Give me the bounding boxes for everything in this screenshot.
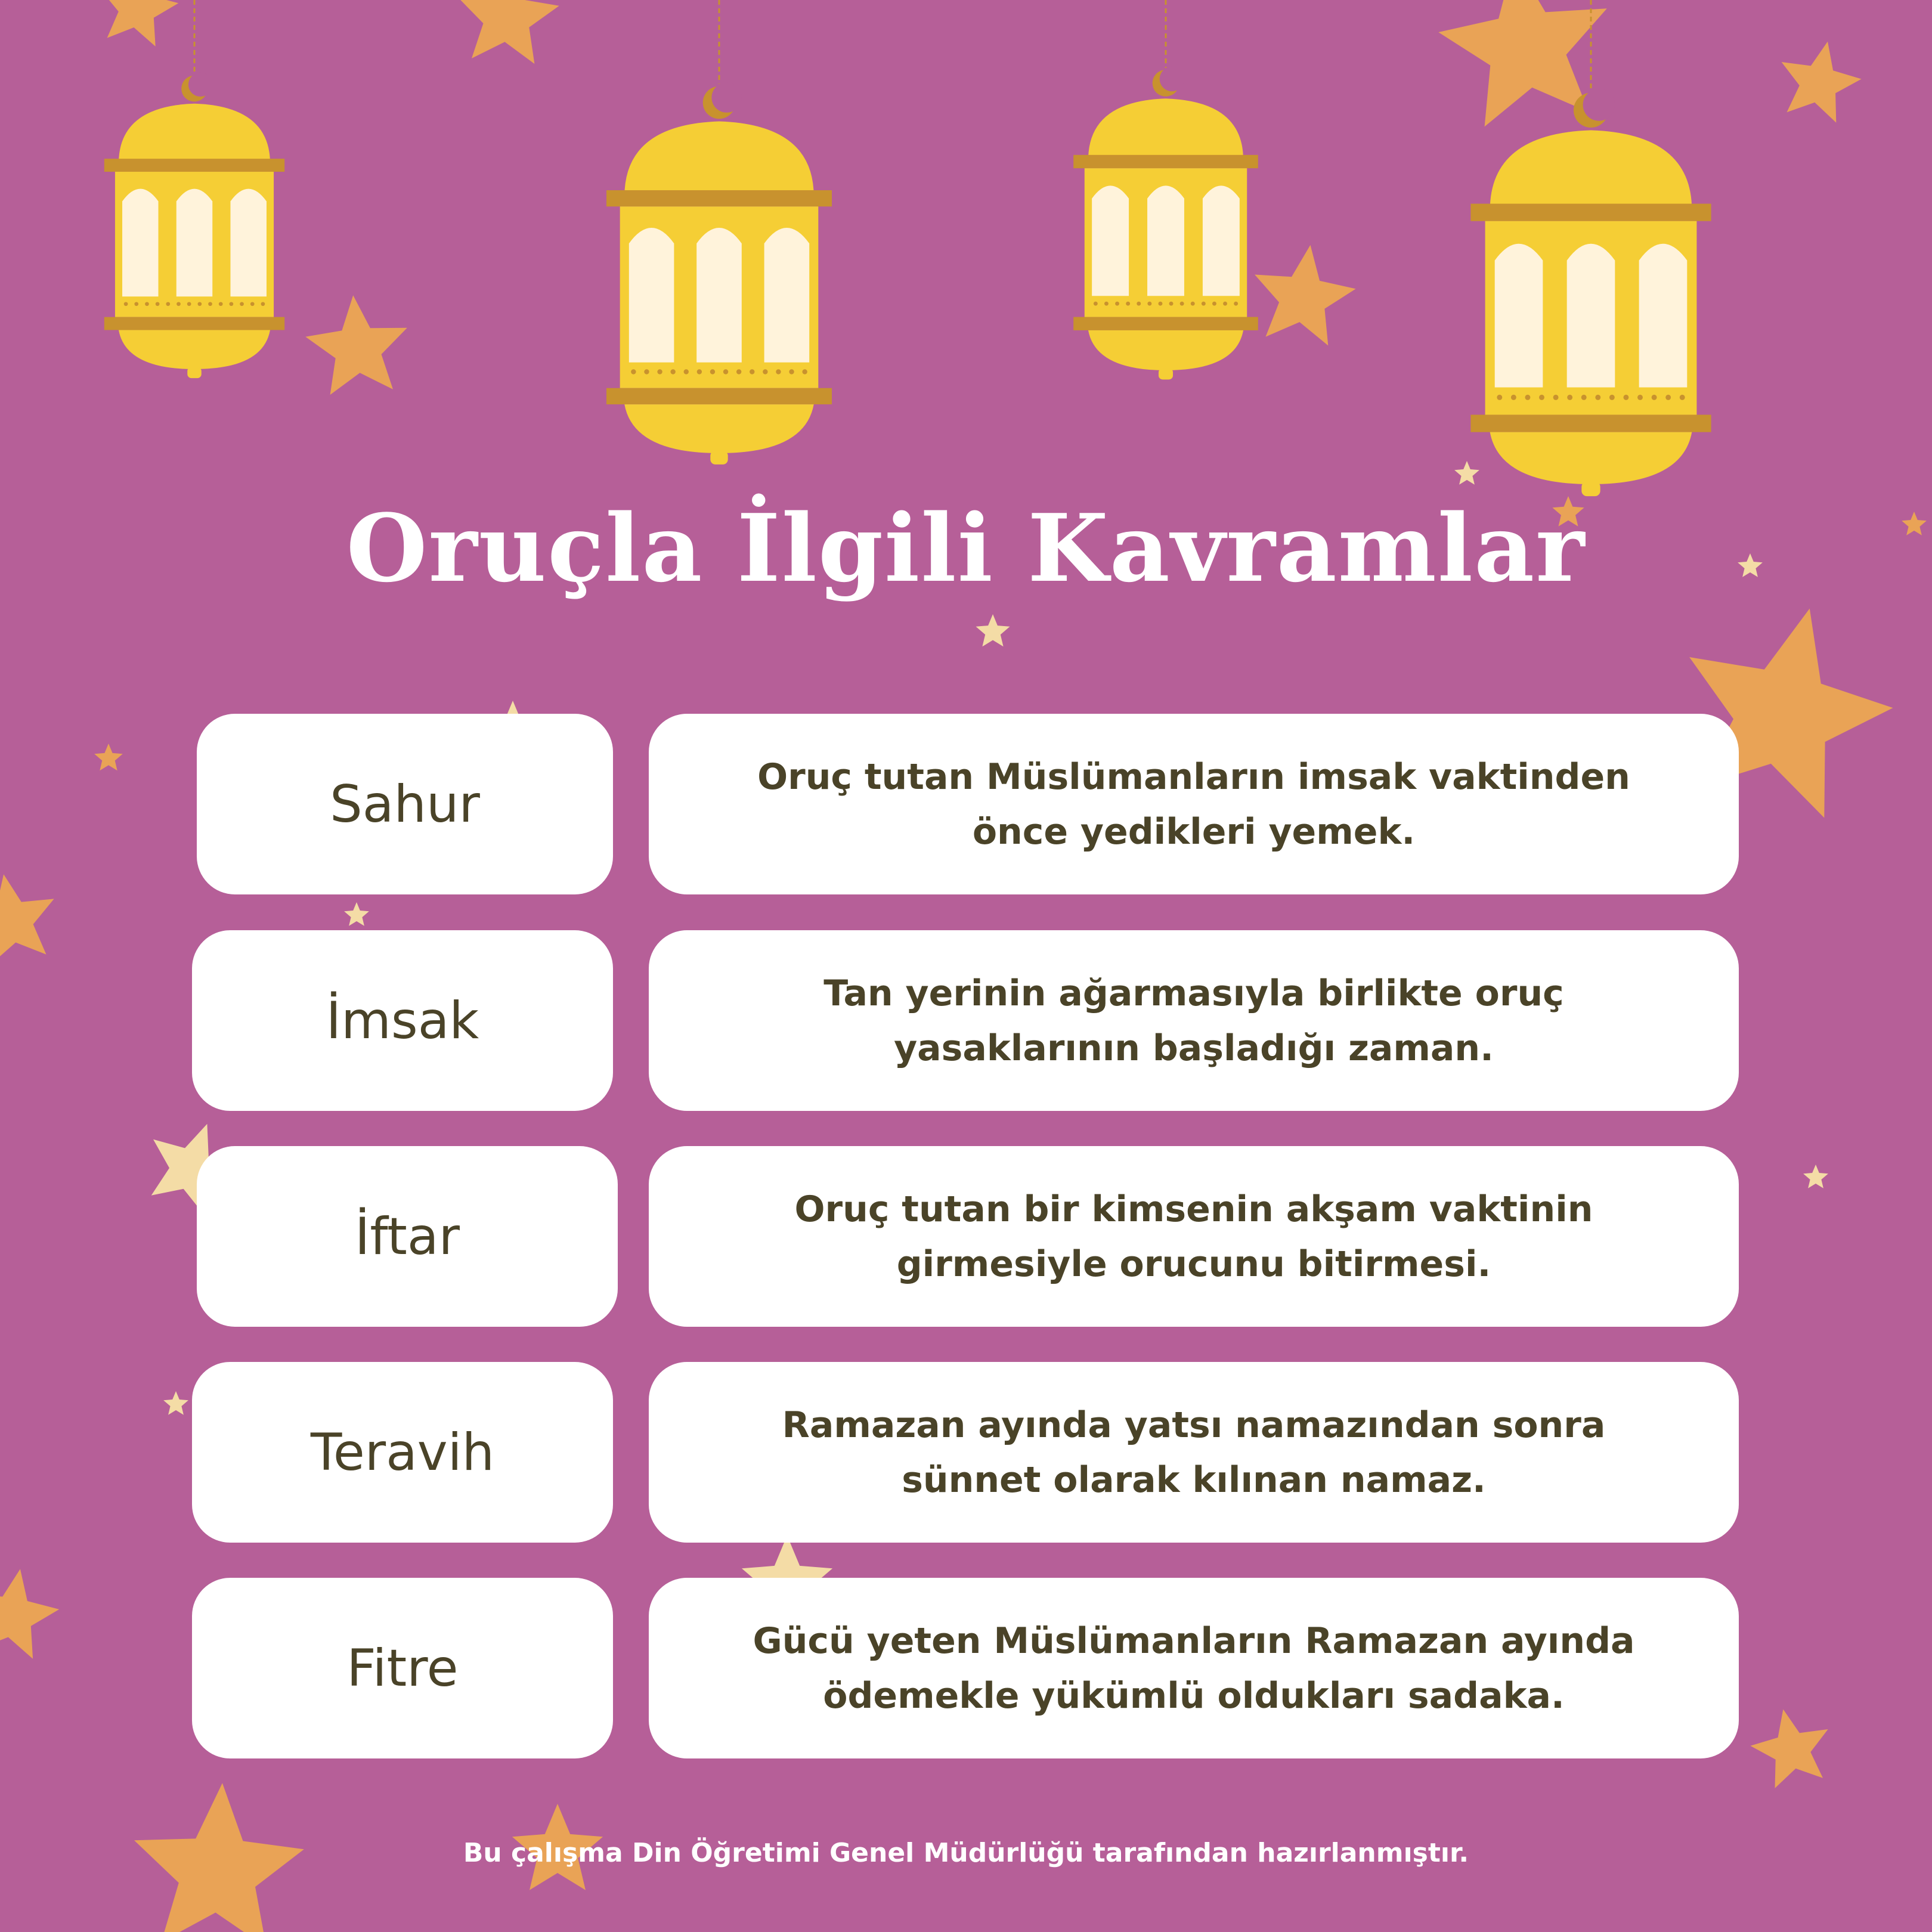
term-label: İftar — [355, 1206, 460, 1267]
term-card-imsak — [192, 930, 613, 1111]
term-label: Fitre — [346, 1638, 459, 1698]
definition-card-fitre — [649, 1578, 1739, 1758]
definition-text: Ramazan ayında yatsı namazından sonra sünnet olarak kılınan namaz. — [782, 1404, 1606, 1501]
definition-card-teravih — [649, 1362, 1739, 1543]
term-card-fitre — [192, 1578, 613, 1758]
definition-text: Tan yerinin ağarmasıyla birlikte oruç yasaklarının başladığı zaman. — [823, 972, 1564, 1069]
definition-card-imsak — [649, 930, 1739, 1111]
term-label: Sahur — [330, 774, 480, 834]
term-label: İmsak — [326, 990, 479, 1051]
definition-text: Oruç tutan bir kimsenin akşam vaktinin girmesiyle orucunu bitirmesi. — [794, 1188, 1593, 1285]
term-card-iftar — [197, 1146, 618, 1327]
term-label: Teravih — [310, 1422, 495, 1482]
definition-text: Gücü yeten Müslümanların Ramazan ayında ödemekle yükümlü oldukları sadaka. — [753, 1620, 1635, 1717]
definition-card-iftar — [649, 1146, 1739, 1327]
definition-card-sahur — [649, 714, 1739, 894]
term-card-sahur — [197, 714, 613, 894]
footer-credit: Bu çalışma Din Öğretimi Genel Müdürlüğü tarafından hazırlanmıştır. — [463, 1838, 1469, 1868]
definition-text: Oruç tutan Müslümanların imsak vaktinden önce yedikleri yemek. — [757, 756, 1630, 853]
term-card-teravih — [192, 1362, 613, 1543]
page-title: Oruçla İlgili Kavramlar — [346, 494, 1586, 603]
